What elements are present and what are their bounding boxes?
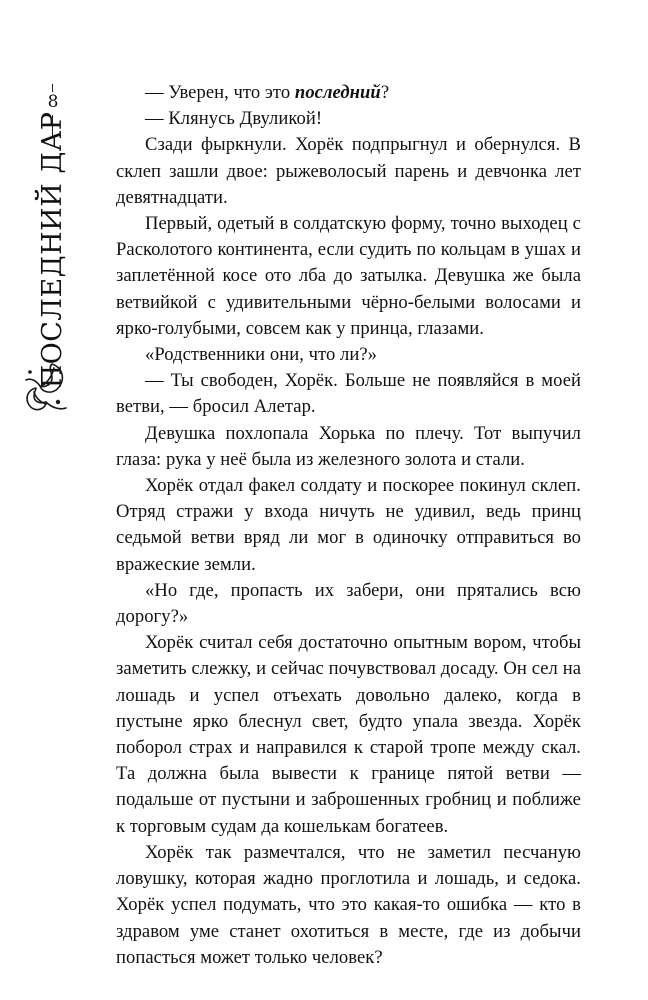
paragraph: Хорёк считал себя достаточно опытным вором, чтобы заметить слежку, и сейчас почувствовал досаду. Он сел на лошадь и успел отъехать довольно далеко, когда в пустыне ярко блеснул свет, будто упала звезда. Хорёк поборол страх и направился к старой тропе между скал. Та должна была вывести к границе пятой ветви — подальше от пустыни и заброшенных гробниц и поближе к торговым судам да кошелькам богатеев. xyxy=(116,632,581,837)
quill-feathers-icon xyxy=(22,358,70,416)
book-title: ПОСЛЕДНИЙ ДАР xyxy=(37,111,68,389)
paragraph: Хорёк отдал факел солдату и поскорее покинул склеп. Отряд стражи у входа ничуть не удивил, ведь принц седьмой ветви вряд ли мог в одиночку отправиться во вражеские земли. xyxy=(116,475,581,575)
paragraph: «Но где, пропасть их забери, они прятались всю дорогу?» xyxy=(116,579,581,628)
paragraph: Девушка похлопала Хорька по плечу. Тот выпучил глаза: рука у неё была из железного золота и стали. xyxy=(116,422,581,470)
emphasized-word: последний xyxy=(294,82,381,103)
page-number: 8 xyxy=(47,92,59,112)
running-head xyxy=(0,0,100,1000)
paragraph-text: — Уверен, что это xyxy=(145,82,295,103)
paragraph xyxy=(116,80,581,106)
page-body xyxy=(116,80,581,971)
paragraph: — Клянусь Двуликой! xyxy=(145,108,323,130)
paragraph: Сзади фыркнули. Хорёк подпрыгнул и обернулся. В склеп зашли двое: рыжеволосый парень и девчонка лет девятнадцати. xyxy=(116,134,581,208)
paragraph: Первый, одетый в солдатскую форму, точно выходец с Расколотого континента, если судить по кольцам в ушах и заплетённой косе ото лба до затылка. Девушка же была ветвийкой с удивительными чёрно-белыми волосами и ярко-голубыми, совсем как у принца, глазами. xyxy=(116,213,581,339)
page-number-rule-top xyxy=(52,84,53,92)
paragraph-text: ? xyxy=(380,82,390,103)
paragraph: — Ты свободен, Хорёк. Больше не появляйся в моей ветви, — бросил Алетар. xyxy=(116,370,581,418)
paragraph: «Родственники они, что ли?» xyxy=(145,344,377,366)
paragraph: Хорёк так размечтался, что не заметил песчаную ловушку, которая жадно проглотила и лошадь, и седока. Хорёк успел подумать, что это какая-то ошибка — кто в здравом уме станет охотиться в месте, где из добычи попасться может только человек? xyxy=(116,841,581,968)
